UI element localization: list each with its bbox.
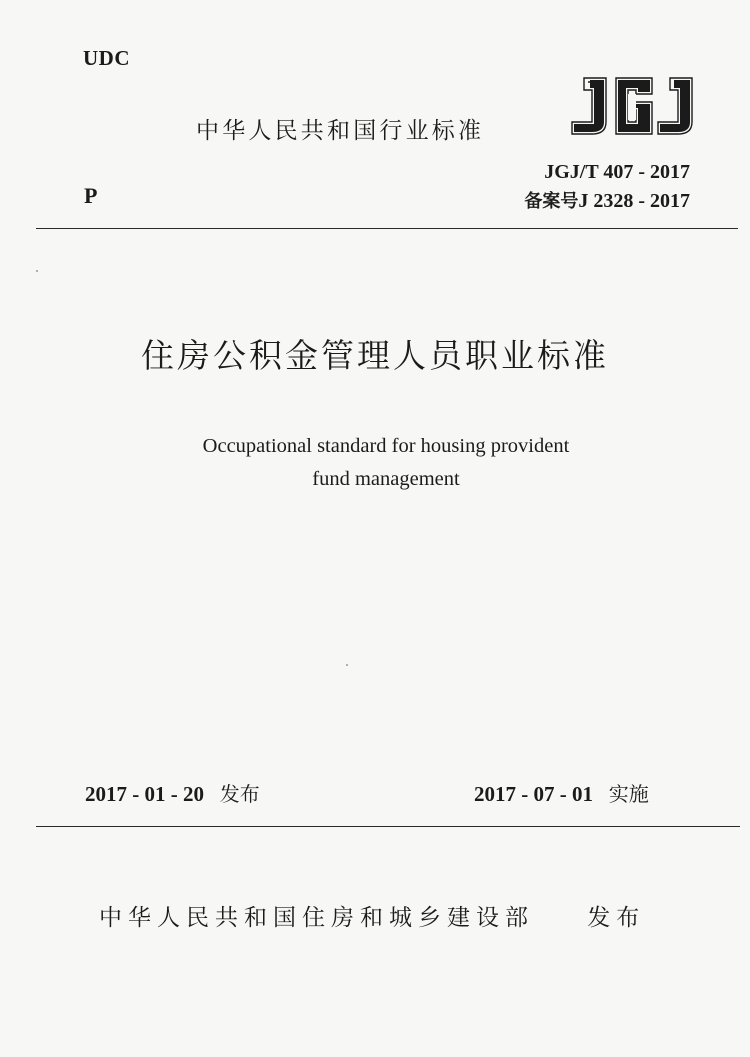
scan-speck xyxy=(346,664,348,666)
record-number-line xyxy=(524,187,690,216)
bottom-divider xyxy=(36,826,740,827)
implement-label: 实施 xyxy=(608,782,649,806)
publisher-line xyxy=(99,899,645,932)
issue-date-line xyxy=(85,778,260,807)
standard-number-block xyxy=(524,158,690,216)
publisher-name: 中华人民共和国住房和城乡建设部 xyxy=(99,905,534,931)
standard-number: JGJ/T 407 - 2017 xyxy=(544,161,690,183)
issue-label: 发布 xyxy=(219,782,260,806)
classification-label: P xyxy=(84,183,98,208)
record-number: J 2328 - 2017 xyxy=(578,190,690,212)
udc-label: UDC xyxy=(83,46,130,70)
scan-speck xyxy=(36,270,38,272)
top-divider xyxy=(36,228,738,229)
title-english xyxy=(0,430,750,496)
implement-date: 2017 - 07 - 01 xyxy=(474,782,593,806)
issue-date: 2017 - 01 - 20 xyxy=(85,782,204,806)
title-chinese: 住房公积金管理人员职业标准 xyxy=(141,336,609,375)
record-number-label: 备案号 xyxy=(524,191,579,212)
publish-label: 发布 xyxy=(587,905,646,931)
jgj-logo xyxy=(566,72,698,140)
implement-date-line xyxy=(474,778,649,807)
title-english-line1: Occupational standard for housing provident xyxy=(202,435,570,457)
industry-standard-title: 中华人民共和国行业标准 xyxy=(196,118,485,144)
title-english-line2: fund management xyxy=(312,468,460,490)
